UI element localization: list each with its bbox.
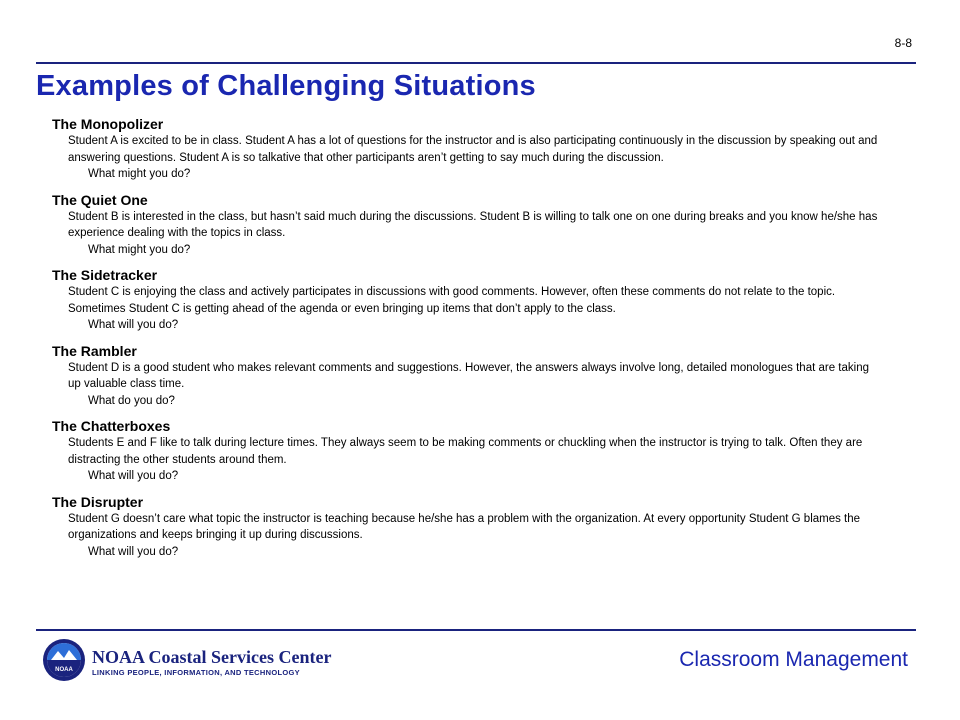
situation-rambler [52, 343, 882, 410]
bottom-divider [36, 629, 916, 631]
situation-description: Student G doesn’t care what topic the instructor is teaching because he/she has a problem with the organization. At every opportunity Student G blames the organizations and keeps bringing it up during discussions. [68, 512, 861, 541]
situations-list [52, 116, 882, 569]
situation-heading: The Chatterboxes [52, 418, 171, 434]
situation-quiet-one [52, 192, 882, 259]
seal-text: NOAA [55, 667, 73, 673]
situation-heading: The Sidetracker [52, 267, 158, 283]
slide-title: Examples of Challenging Situations [36, 70, 536, 102]
situation-question: What do you do? [88, 394, 175, 407]
situation-heading: The Disrupter [52, 493, 144, 510]
top-divider [36, 62, 916, 64]
logo-name: NOAA Coastal Services Center [92, 647, 332, 667]
situation-monopolizer [52, 116, 882, 183]
situation-description: Student D is a good student who makes relevant comments and suggestions. However, the answers always involve long, detailed monologues that are taking up valuable class time. [68, 361, 869, 390]
course-title: Classroom Management [679, 648, 908, 671]
situation-question: What will you do? [88, 470, 179, 482]
situation-description: Student B is interested in the class, but hasn’t said much during the discussions. Student B is willing to talk one on one during breaks and you know he/she has experience dealing with the topics in class. [68, 210, 878, 239]
situation-question: What might you do? [88, 168, 191, 180]
situation-description: Students E and F like to talk during lecture times. They always seem to be making comments or chuckling when the instructor is trying to talk. Often they are distracting the other students around them. [68, 437, 863, 466]
situation-heading: The Quiet One [52, 191, 148, 208]
situation-question: What might you do? [88, 243, 191, 256]
situation-description: Student C is enjoying the class and actively participates in discussions with good comments. However, often these comments do not relate to the topic. Sometimes Student C is getting ahead of the agenda or even bringing up items that don’t apply to the class. [68, 286, 836, 315]
situation-heading: The Rambler [52, 342, 137, 359]
situation-description: Student A is excited to be in class. Student A has a lot of questions for the instructor and is also participating continuously in the discussion by speaking out and answering questions. Student A is so talkative that other participants aren’t getting to say much during the discussion. [68, 135, 878, 164]
situation-chatterboxes [52, 418, 882, 485]
situation-question: What will you do? [88, 545, 179, 558]
logo-tagline: LINKING PEOPLE, INFORMATION, AND TECHNOLOGY [92, 668, 300, 677]
noaa-seal-icon [42, 638, 86, 682]
situation-sidetracker [52, 267, 882, 334]
situation-heading: The Monopolizer [52, 116, 164, 132]
situation-disrupter [52, 494, 882, 561]
noaa-logo [42, 638, 332, 682]
page-number: 8-8 [894, 36, 912, 50]
situation-question: What will you do? [88, 319, 179, 331]
